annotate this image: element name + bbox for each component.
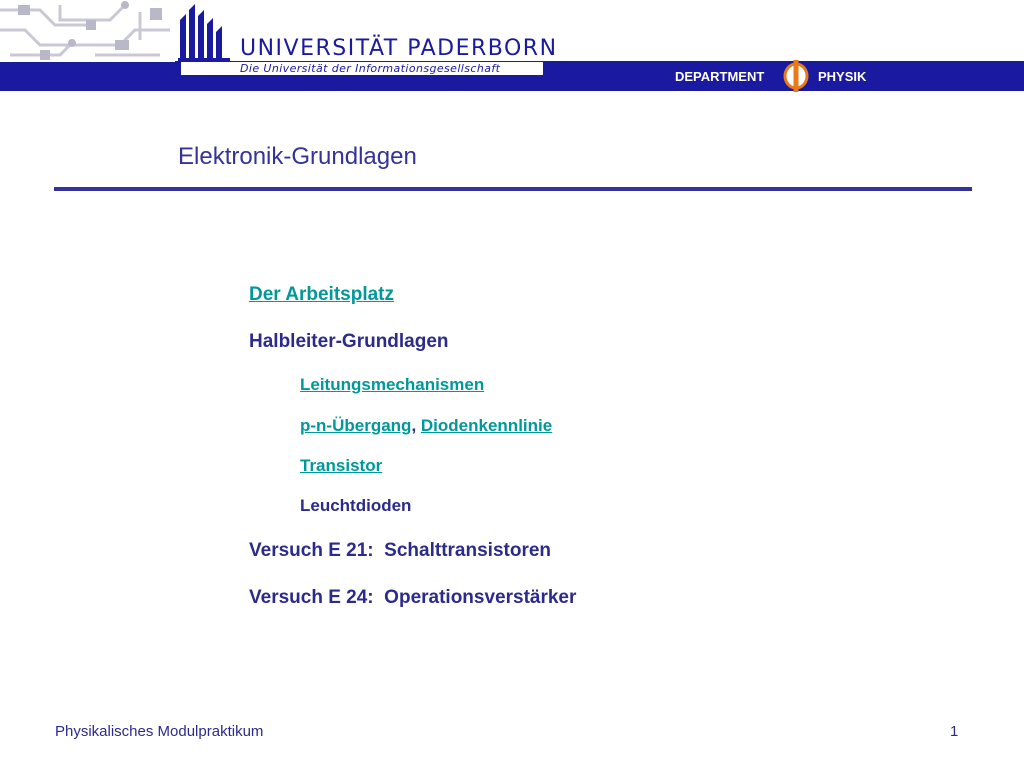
link-transistor[interactable]: Transistor: [300, 456, 383, 475]
agenda-item-arbeitsplatz: [249, 284, 394, 306]
link-diodenkennlinie[interactable]: Diodenkennlinie: [420, 416, 553, 435]
link-der-arbeitsplatz[interactable]: Der Arbeitsplatz: [249, 284, 394, 305]
link-pn-uebergang[interactable]: p-n-Übergang: [300, 416, 412, 435]
agenda-item-leitungsmechanismen: [300, 375, 484, 395]
page-number: 1: [950, 723, 959, 740]
agenda-item-transistor: [300, 456, 382, 476]
slide-title: Elektronik-Grundlagen: [178, 143, 417, 170]
department-label: DEPARTMENT: [675, 69, 765, 84]
agenda-item-leuchtdioden: Leuchtdioden: [300, 496, 412, 515]
circuit-board-decoration-icon: [0, 0, 175, 62]
separator-comma: ,: [411, 416, 417, 435]
footer-course: Physikalisches Modulpraktikum: [55, 723, 264, 740]
physics-phi-logo-icon: [779, 60, 813, 92]
link-leitungsmechanismen[interactable]: Leitungsmechanismen: [300, 375, 485, 394]
agenda-item-halbleiter: Halbleiter-Grundlagen: [249, 331, 449, 352]
agenda-item-pn-uebergang: [300, 416, 552, 436]
university-paderborn-logo-icon: [178, 2, 230, 62]
physik-label: PHYSIK: [818, 69, 867, 84]
agenda-item-versuch-e21: Versuch E 21: Schalttransistoren: [249, 540, 552, 561]
university-name: UNIVERSITÄT PADERBORN: [240, 36, 558, 61]
university-slogan: Die Universität der Informationsgesellschaft: [240, 62, 501, 75]
agenda-item-versuch-e24: Versuch E 24: Operationsverstärker: [249, 587, 577, 608]
title-divider: [54, 187, 972, 191]
